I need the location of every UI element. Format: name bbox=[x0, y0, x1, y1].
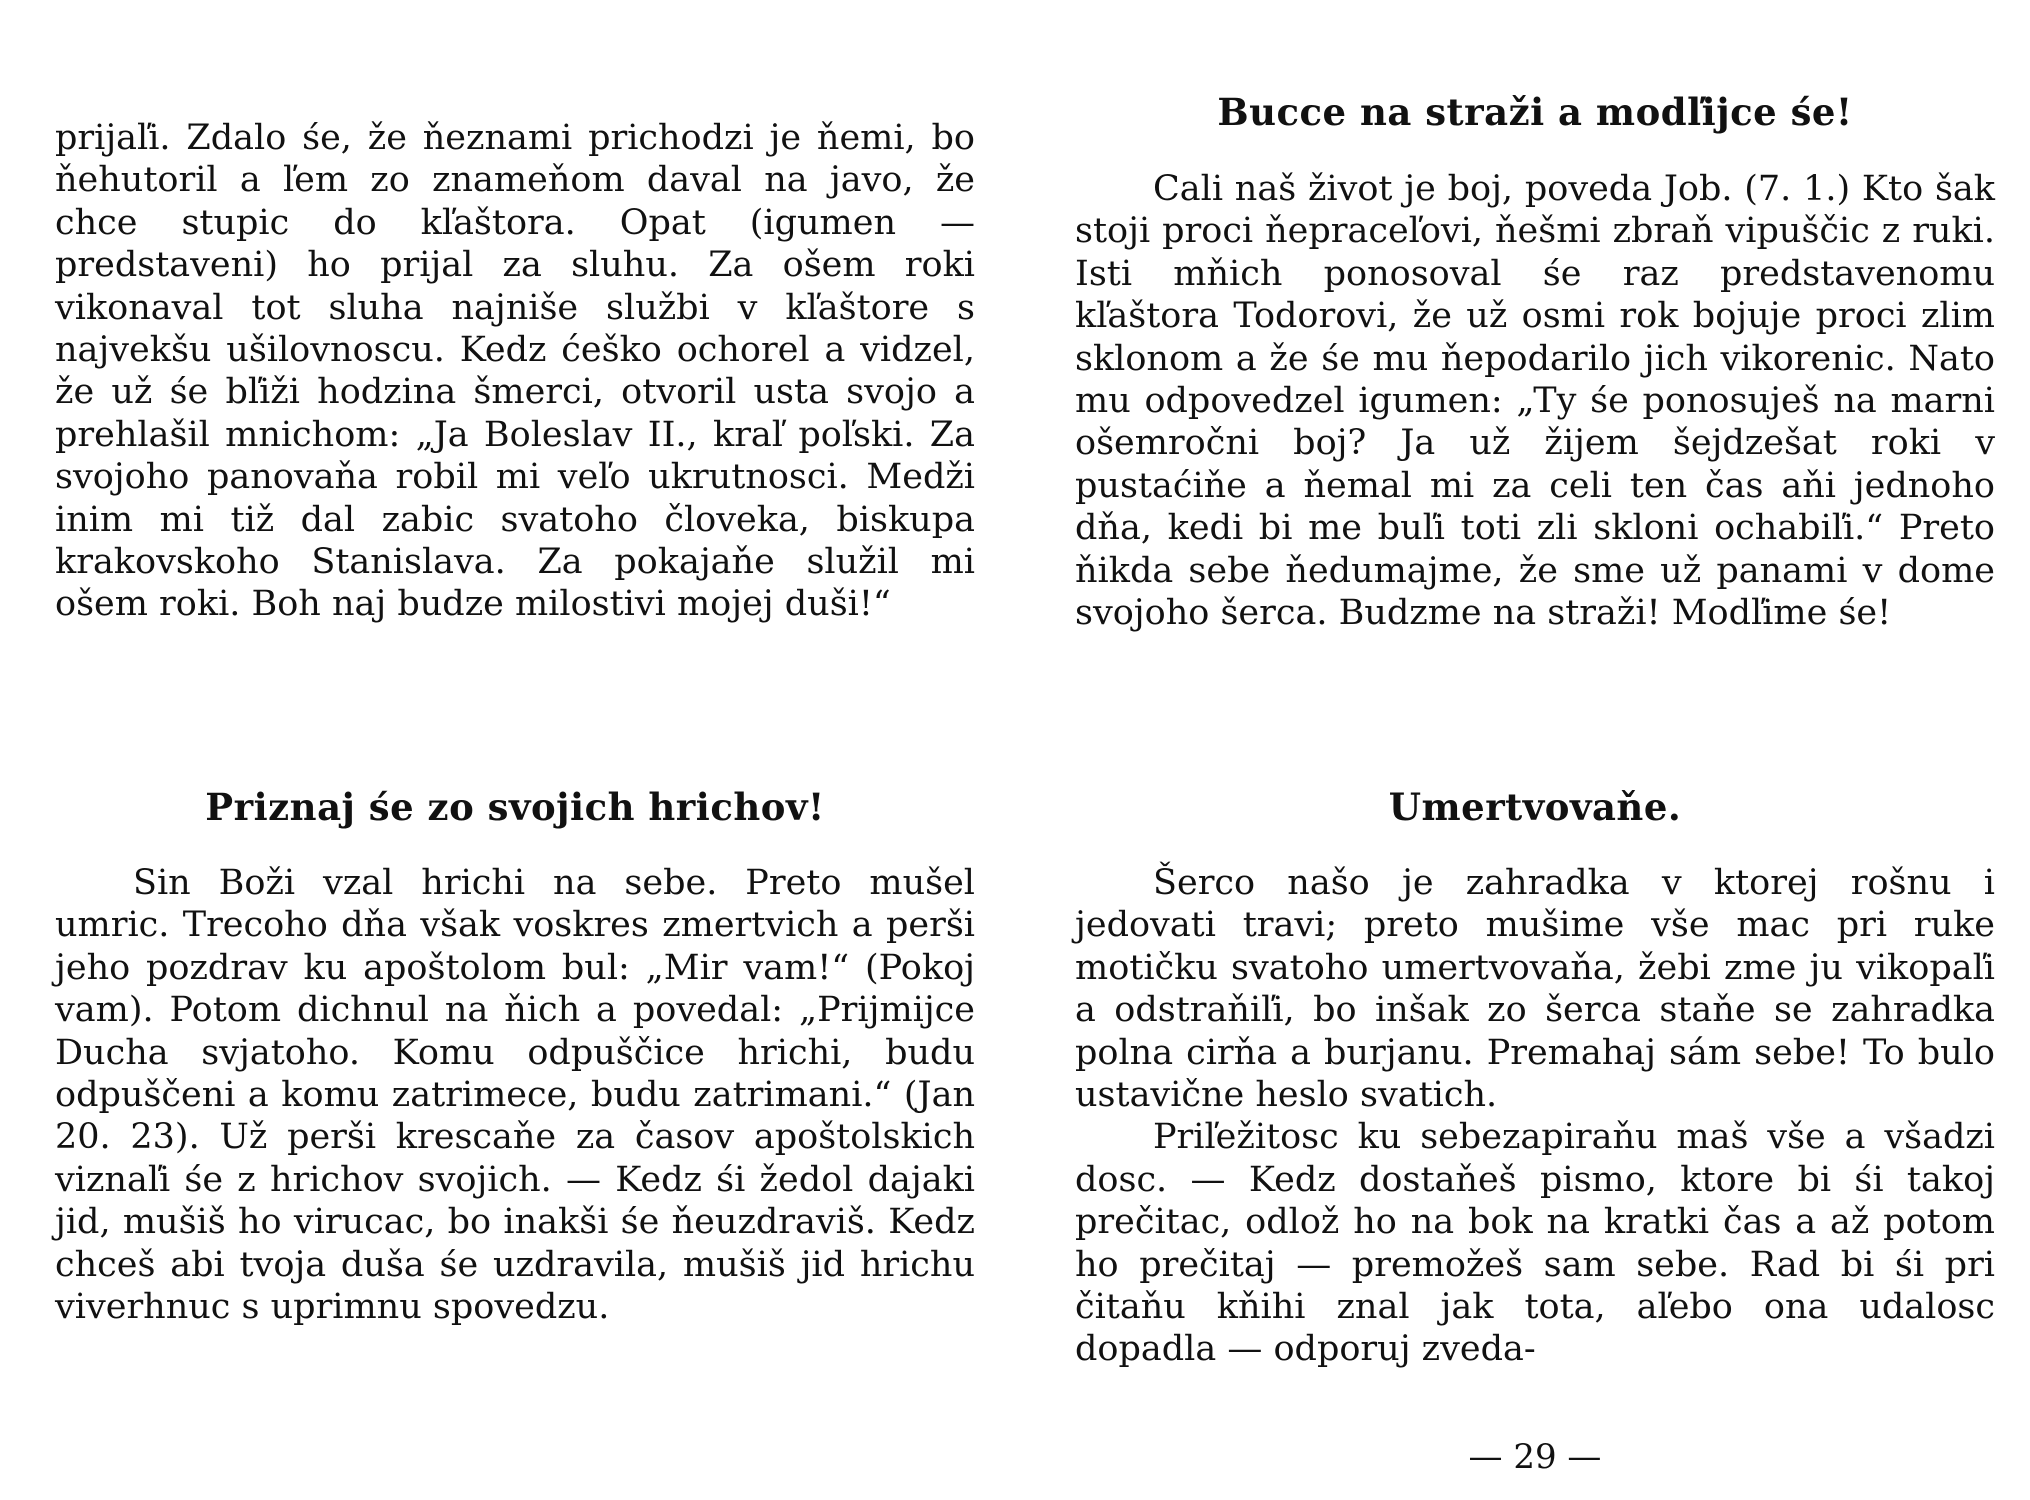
section-heading-priznaj: Priznaj śe zo svojich hrichov! bbox=[205, 785, 825, 829]
continuation-paragraph bbox=[55, 117, 975, 626]
paragraph-umertvovane-1: Šerco našo je zahradka v ktorej rošnu i jedovati travi; preto mušime vše mac pri ruke motičku svatoho umertvovaňa, žebi zme ju vikopaľi a odstraňiľi, bo inšak zo šerca staňe se zahradka polna cirňa a burjanu. Premahaj sám sebe! To bulo ustavične heslo svatich. bbox=[1075, 863, 1995, 1116]
continuation-text: prijaľi. Zdalo śe, že ňeznami prichodzi je ňemi, bo ňehutoril a ľem zo znameňom daval na javo, že chce stupic do kľaštora. Opat (igumen — predstaveni) ho prijal za sluhu. Za ošem roki vikonaval tot sluha najniše službi v kľaštore s najvekšu ušilovnoscu. Kedz ćeško ochorel a vidzel, že už śe bľiži hodzina šmerci, otvoril usta svojo a prehlašil mnichom: „Ja Boleslav II., kraľ poľski. Za svojoho panovaňa robil mi veľo ukrutnosci. Medži inim mi tiž dal zabic svatoho človeka, biskupa krakovskoho Stanislava. Za pokajaňe služil mi ošem roki. Boh naj budze milostivi mojej duši!“ bbox=[55, 118, 975, 625]
paragraph-priznaj: Sin Boži vzal hrichi na sebe. Preto mušel umric. Trecoho dňa však voskres zmertvich a perši jeho pozdrav ku apoštolom bul: „Mir vam!“ (Pokoj vam). Potom dichnul na ňich a povedal: „Prijmijce Ducha svjatoho. Komu odpuščice hrichi, budu odpuščeni a komu zatrimece, budu zatrimani.“ (Jan 20. 23). Už perši krescaňe za časov apoštolskich viznaľi śe z hrichov svojich. — Kedz śi žedol dajaki jid, mušiš ho virucac, bo inakši śe ňeuzdraviš. Kedz chceš abi tvoja duša śe uzdravila, mušiš jid hrichu viverhnuc s uprimnu spovedzu. bbox=[55, 863, 975, 1328]
right-page bbox=[1075, 0, 1995, 1500]
paragraph-umertvovane-2: Priľežitosc ku sebezapiraňu maš vše a všadzi dosc. — Kedz dostaňeš pismo, ktore bi śi takoj prečitac, odlož ho na bok na kratki čas a až potom ho prečitaj — premožeš sam sebe. Rad bi śi pri čitaňu kňihi znal jak tota, aľebo ona udalosc dopadla — odporuj zveda- bbox=[1075, 1117, 1995, 1370]
section-heading-bucce: Bucce na straži a modľijce śe! bbox=[1217, 90, 1853, 134]
section-body-umertvovane bbox=[1075, 862, 1995, 1371]
page-number: — 29 — bbox=[1468, 1437, 1602, 1477]
paragraph-bucce: Cali naš život je boj, poveda Job. (7. 1.) Kto šak stoji proci ňepraceľovi, ňešmi zbraň vipuščic z ruki. Isti mňich ponosoval śe raz predstavenomu kľaštora Todorovi, že už osmi rok bojuje proci zlim sklonom a že śe mu ňepodarilo jich vikorenic. Nato mu odpovedzel igumen: „Ty śe ponosuješ na marni ošemročni boj? Ja už žijem šejdzešat roki v pustaćiňe a ňemal mi za celi ten čas aňi jednoho dňa, kedi bi me buľi toti zli skloni ochabiľi.“ Preto ňikda sebe ňedumajme, že sme už panami v dome svojoho šerca. Budzme na straži! Modľime śe! bbox=[1075, 169, 1995, 634]
section-body-bucce bbox=[1075, 168, 1995, 634]
section-heading-umertvovane: Umertvovaňe. bbox=[1388, 785, 1682, 829]
section-body-priznaj bbox=[55, 862, 975, 1328]
left-page bbox=[55, 0, 975, 1500]
